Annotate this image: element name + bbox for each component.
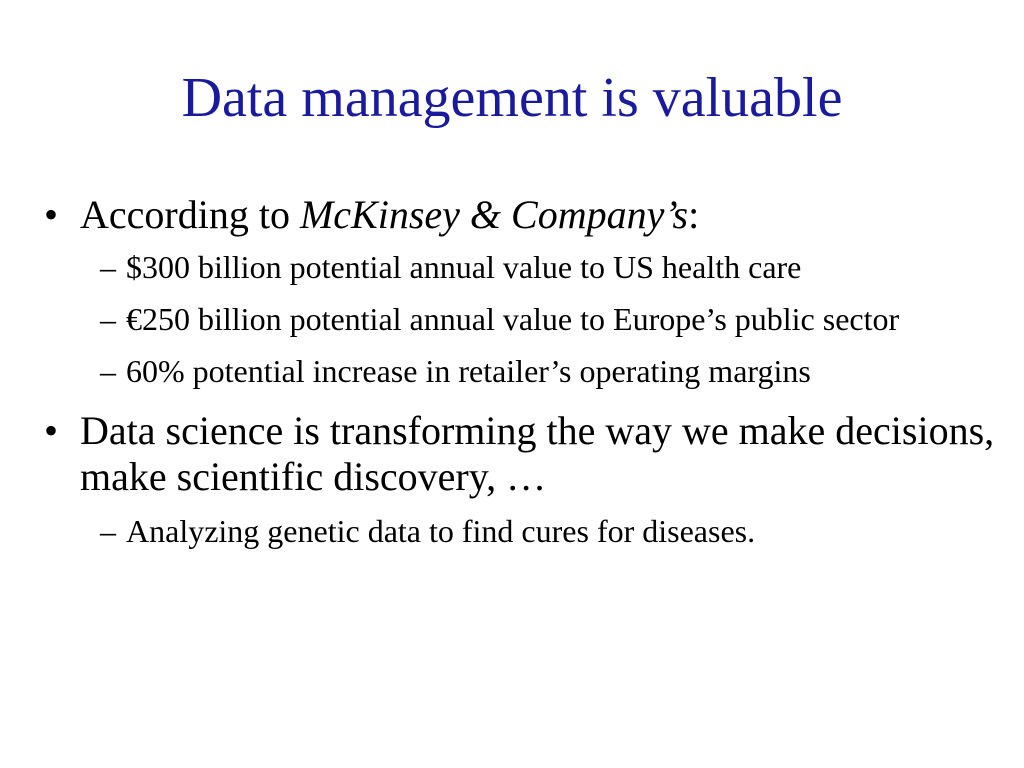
dash-marker: – <box>100 249 116 285</box>
bullet-data-science <box>44 408 1004 500</box>
bullet-prefix: According to <box>80 192 300 237</box>
bullet-suffix: : <box>688 192 700 237</box>
sub-bullet-text: 60% potential increase in retailer’s operating margins <box>126 353 811 389</box>
sub-bullet-text: $300 billion potential annual value to US health care <box>126 249 802 285</box>
bullet-emphasis: McKinsey & Company’s <box>299 192 689 237</box>
sub-bullet-retailer <box>44 352 1004 390</box>
slide-content <box>44 192 1004 550</box>
dash-marker: – <box>100 301 116 337</box>
sub-bullet-europe <box>44 300 1004 338</box>
dash-marker: – <box>100 513 116 549</box>
slide-title: Data management is valuable <box>181 67 843 129</box>
sub-bullet-text: €250 billion potential annual value to Europe’s public sector <box>126 301 900 337</box>
sub-bullet-us-health <box>44 248 1004 286</box>
bullet-text: Data science is transforming the way we make decisions, make scientific discovery, … <box>80 408 995 499</box>
bullet-marker: • <box>44 192 59 237</box>
bullet-mckinsey <box>44 192 1004 238</box>
sub-bullet-genetic <box>44 512 1004 550</box>
sub-bullet-text: Analyzing genetic data to find cures for diseases. <box>126 513 756 549</box>
bullet-marker: • <box>44 408 59 453</box>
dash-marker: – <box>100 353 116 389</box>
